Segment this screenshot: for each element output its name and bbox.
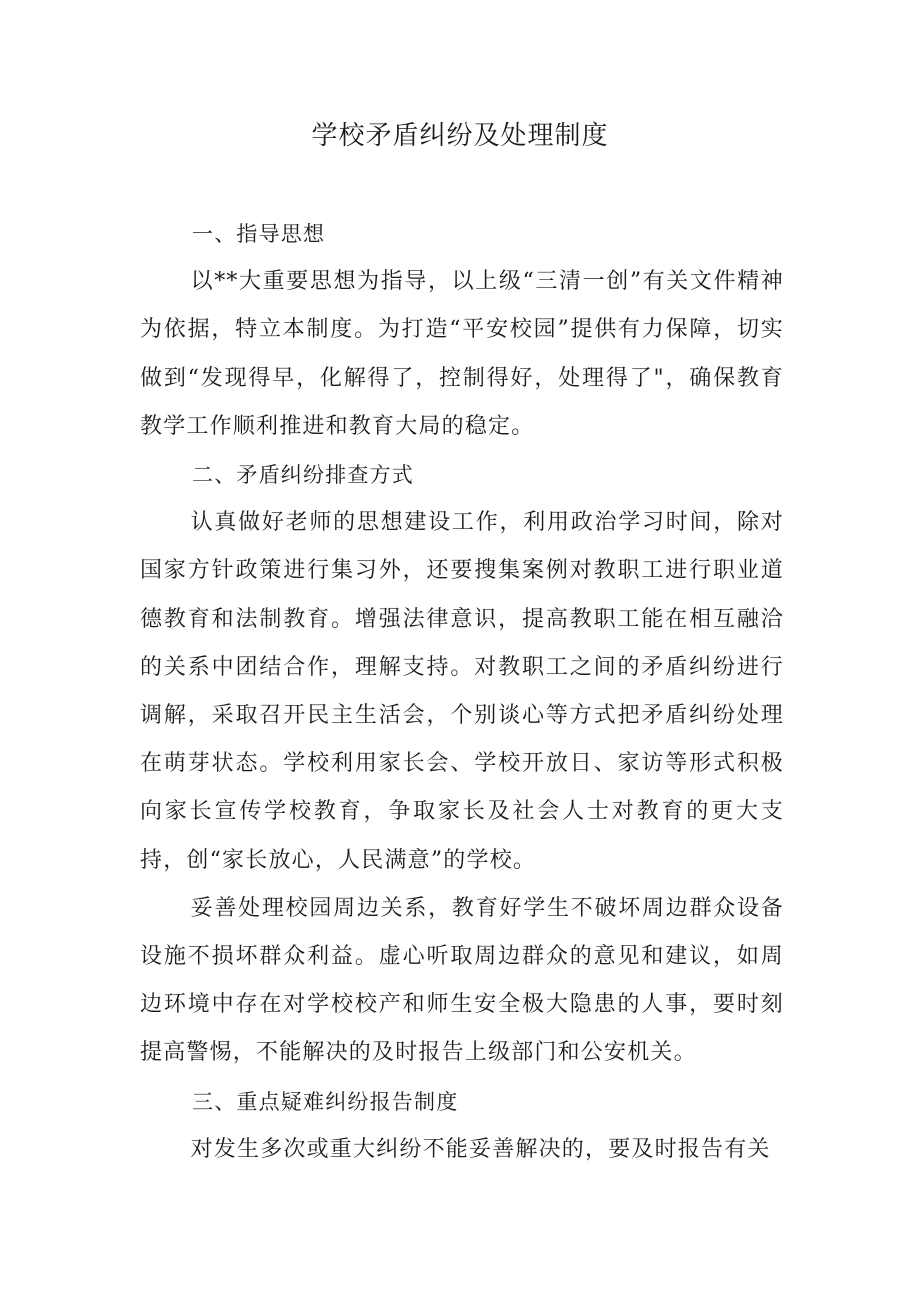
document-body [140,210,784,1174]
document-title: 学校矛盾纠纷及处理制度 [311,121,609,151]
paragraph-investigation-method: 认真做好老师的思想建设工作，利用政治学习时间，除对国家方针政策进行集习外，还要搜集案例对教职工进行职业道德教育和法制教育。增强法律意识，提高教职工能在相互融洽的关系中团结合作，理解支持。对教职工之间的矛盾纠纷进行调解，采取召开民主生活会，个别谈心等方式把矛盾纠纷处理在萌芽状态。学校利用家长会、学校开放日、家访等形式积极向家长宣传学校教育，争取家长及社会人士对教育的更大支持，创“家长放心，人民满意”的学校。 [140,510,784,873]
paragraph-guiding-ideology: 以**大重要思想为指导，以上级“三清一创”有关文件精神为依据，特立本制度。为打造“平安校园”提供有力保障，切实做到“发现得早，化解得了，控制得好，处理得了"，确保教育教学工作顺利推进和教育大局的稳定。 [140,269,784,439]
paragraph-surrounding-relations: 妥善处理校园周边关系，教育好学生不破坏周边群众设备设施不损坏群众利益。虚心听取周边群众的意见和建议，如周边环境中存在对学校校产和师生安全极大隐患的人事，要时刻提高警惕，不能解决的及时报告上级部门和公安机关。 [140,895,784,1066]
paragraph-reporting-system: 对发生多次或重大纠纷不能妥善解决的，要及时报告有关 [190,1136,771,1162]
section-heading-guiding-ideology: 一、指导思想 [192,222,326,246]
section-heading-investigation-method: 二、矛盾纠纷排查方式 [192,463,414,488]
section-heading-reporting-system: 三、重点疑难纠纷报告制度 [192,1089,459,1114]
